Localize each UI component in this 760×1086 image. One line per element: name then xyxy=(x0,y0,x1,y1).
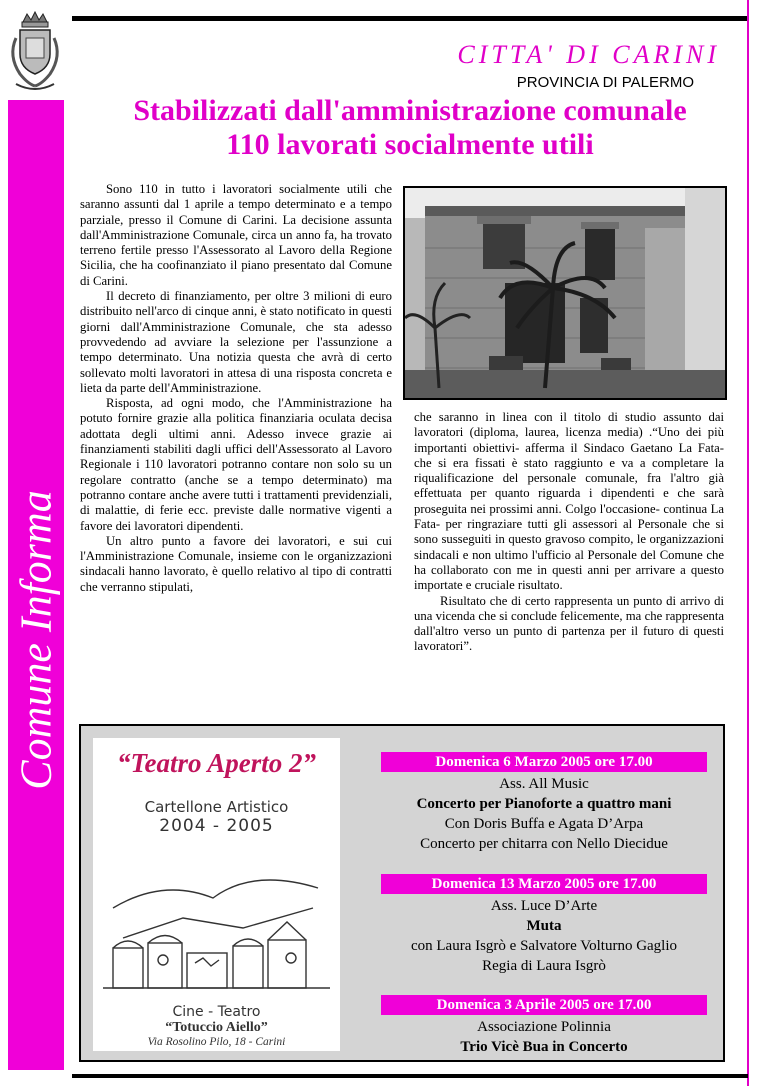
theatre-poster xyxy=(93,738,340,1051)
event-performers: Con Doris Buffa e Agata D’Arpa xyxy=(444,816,644,832)
bottom-rule xyxy=(72,1074,748,1078)
event-title: Concerto per Pianoforte a quattro mani xyxy=(416,796,672,812)
poster-title: “Teatro Aperto 2” xyxy=(116,748,316,778)
poster-subtitle: Cartellone Artistico xyxy=(144,798,289,816)
town-sketch-icon xyxy=(103,848,330,998)
province-name: PROVINCIA DI PALERMO xyxy=(516,74,694,91)
sidebar-title xyxy=(8,100,64,1070)
article-paragraph: Sono 110 in tutto i lavoratori socialmente utili che saranno assunti dal 1 aprile a tempo determinato e a tempo parziale, presso il Comune di Carini. La decisione assunta dall'Amministrazione Comunale, circa un anno fa, ha trovato terreno fertile presso l'Assessorato al Lavoro della Regione Sicilia, che ha coofinanziato il piano presentato dal Comune di Carini. xyxy=(80,182,392,288)
town-hall-photo xyxy=(403,186,727,400)
city-name: CITTA' DI CARINI xyxy=(457,40,720,69)
article-paragraph: Un altro punto a favore dei lavoratori, e sui cui l'Amministrazione Comunale, insieme con le organizzazioni sindacali hanno lavorato, è quello relativo al tipo di contratti che verranno stipulati, xyxy=(80,533,392,594)
event-date: Domenica 3 Aprile 2005 ore 17.00 xyxy=(381,995,707,1015)
event-listing xyxy=(374,995,714,1057)
headline-line-2: 110 lavorati socialmente utili xyxy=(226,128,594,161)
event-detail: Concerto per chitarra con Nello Diecidue xyxy=(420,836,668,852)
headline-line-1: Stabilizzati dall'amministrazione comunale xyxy=(133,94,687,127)
event-performers: con Laura Isgrò e Salvatore Volturno Gaglio xyxy=(410,938,678,954)
event-date: Domenica 6 Marzo 2005 ore 17.00 xyxy=(381,752,707,772)
municipal-crest-icon xyxy=(6,8,64,94)
event-organizer: Associazione Polinnia xyxy=(477,1019,611,1035)
event-title: Trio Vicè Bua in Concerto xyxy=(460,1039,628,1055)
article-paragraph: Risultato che di certo rappresenta un punto di arrivo di una vicenda che si conclude felicemente, ma che rappresenta dall'altro verso un punto di partenza per il futuro di questi lavoratori”. xyxy=(414,593,724,654)
town-hall-photo-graphic xyxy=(405,188,725,398)
article-left-column xyxy=(80,182,392,595)
article-paragraph: che saranno in linea con il titolo di studio assunto dai lavoratori (diploma, laurea, licenza media) .“Uno dei più importanti obiettivi- afferma il Sindaco Gaetano La Fata- che si era fissati è stato raggiunto e va a completare la riqualificazione del personale comunale, fra l'altro già effettuata per quanto riguarda i dipendenti e che sarà proseguita nei prossimi anni. Colgo l'occasione- continua La Fata- per ringraziare tutti gli assessori al Personale che si sono susseguiti in questo gravoso compito, le organizzazioni sindacali e non ultimo l'ufficio al Personale del Comune che ha collaborato con me in questi anni per arrivare a questo importate e cruciale risultato. xyxy=(414,410,724,593)
event-detail: Regia di Laura Isgrò xyxy=(482,958,606,974)
right-rule xyxy=(747,0,749,1086)
sidebar-title-text: Comune Informa xyxy=(11,490,61,790)
poster-years: 2004 - 2005 xyxy=(159,816,274,836)
article-right-column xyxy=(414,410,724,655)
article-paragraph: Risposta, ad ogni modo, che l'Amministrazione ha potuto fornire grazie alla politica finanziaria oculata decisa adottata degli ultimi anni. Adesso invece grazie ai finanziamenti stabiliti dagli uffici dell'Assessorato al Lavoro Regionale i 110 lavoratori potranno contare non solo su un regolare contratto (anche se a tempo determinato) ma potranno contare anche avere tutti i trattamenti previdenziali, di malattie, di ferie ecc. previste dalle normative vigenti a favore dei lavoratori dipendenti. xyxy=(80,396,392,533)
top-rule xyxy=(72,16,748,21)
event-organizer: Ass. Luce D’Arte xyxy=(490,898,598,914)
event-organizer: Ass. All Music xyxy=(499,776,589,792)
event-listing xyxy=(374,752,714,854)
event-title: Muta xyxy=(526,918,562,934)
article-headline xyxy=(80,94,740,162)
event-listing xyxy=(374,874,714,976)
poster-cine: Cine - Teatro xyxy=(172,1004,261,1020)
poster-address: Via Rosolino Pilo, 18 - Carini xyxy=(147,1036,286,1048)
article-paragraph: Il decreto di finanziamento, per oltre 3 milioni di euro distribuito nell'arco di cinque anni, è stato notificato in questi giorni dall'Amministrazione Comunale, che sta adesso provvedendo ad avviare la selezione per l'assunzione a tempo determinato. Una notizia questa che avrà di certo sollevato molti lavoratori in attesa di una risposta concreta e lieta da parte dell'Amministrazione. xyxy=(80,289,392,395)
poster-venue: “Totuccio Aiello” xyxy=(165,1020,268,1035)
event-date: Domenica 13 Marzo 2005 ore 17.00 xyxy=(381,874,707,894)
